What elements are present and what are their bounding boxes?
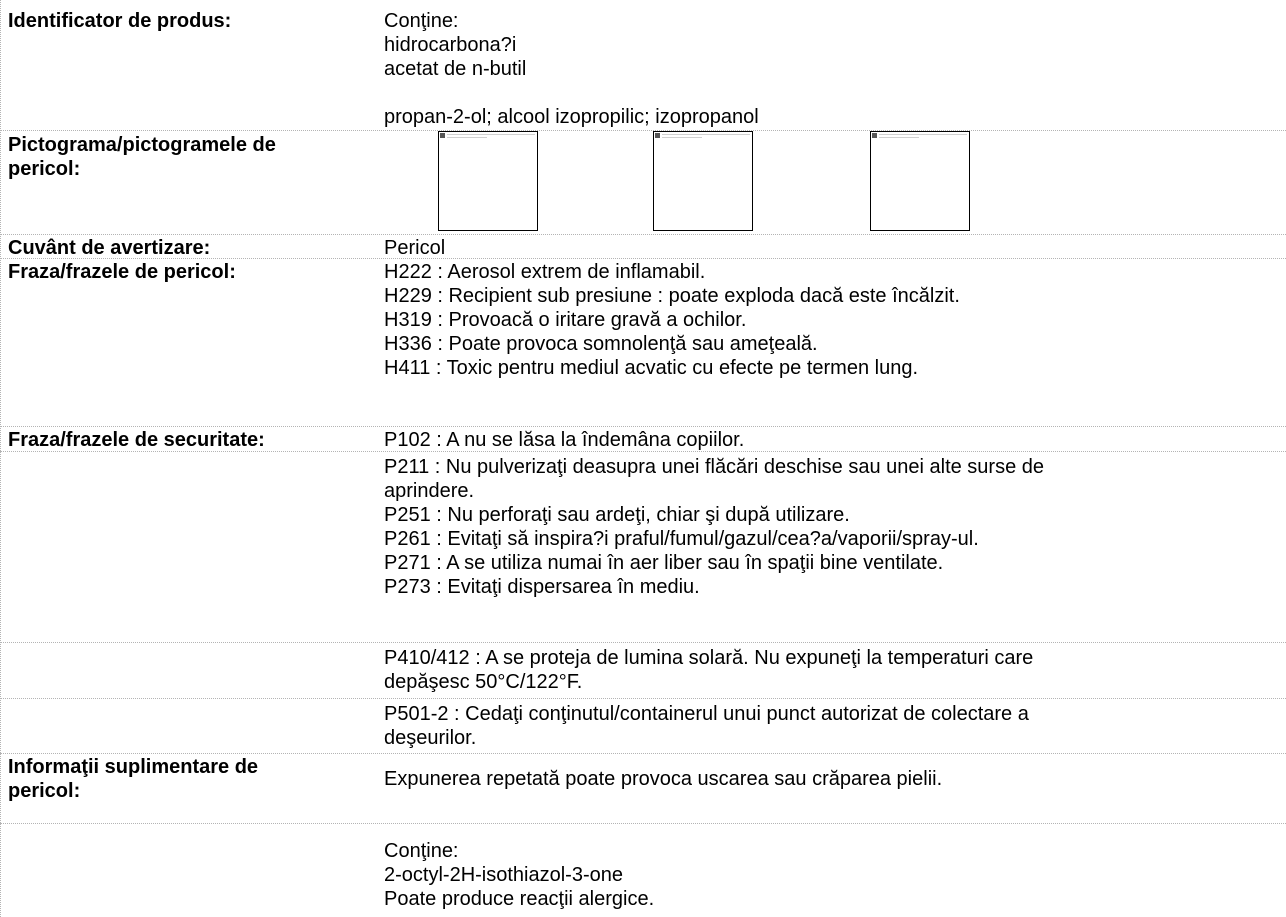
identificator-line: acetat de n-butil bbox=[384, 58, 527, 80]
row-separator bbox=[0, 753, 1286, 754]
row-separator bbox=[0, 130, 1286, 131]
hazard-pictogram-1 bbox=[438, 131, 538, 231]
precautionary-statement: deşeurilor. bbox=[384, 727, 477, 749]
fraze-pericol-label: Fraza/frazele de pericol: bbox=[8, 261, 236, 283]
fraze-securitate-label: Fraza/frazele de securitate: bbox=[8, 429, 265, 451]
row-separator bbox=[0, 642, 1286, 643]
hazard-pictogram-3 bbox=[870, 131, 970, 231]
precautionary-statement: P102 : A nu se lăsa la îndemâna copiilor. bbox=[384, 429, 745, 451]
identificator-line: propan-2-ol; alcool izopropilic; izopropanol bbox=[384, 106, 759, 128]
row-separator bbox=[0, 823, 1286, 824]
precautionary-statement: depăşesc 50°C/122°F. bbox=[384, 671, 583, 693]
left-border bbox=[0, 0, 1, 917]
precautionary-statement: P273 : Evitaţi dispersarea în mediu. bbox=[384, 576, 700, 598]
precautionary-statement: P261 : Evitaţi să inspira?i praful/fumul/gazul/cea?a/vaporii/spray-ul. bbox=[384, 528, 979, 550]
informatii-extra-line: Conţine: bbox=[384, 840, 459, 862]
row-separator bbox=[0, 426, 1286, 427]
precautionary-statement: P251 : Nu perforaţi sau ardeţi, chiar şi după utilizare. bbox=[384, 504, 850, 526]
hazard-pictogram-2 bbox=[653, 131, 753, 231]
precautionary-statement: P271 : A se utiliza numai în aer liber sau în spaţii bine ventilate. bbox=[384, 552, 944, 574]
hazard-statement: H319 : Provoacă o iritare gravă a ochilor. bbox=[384, 309, 747, 331]
row-separator bbox=[0, 234, 1286, 235]
precautionary-statement: P410/412 : A se proteja de lumina solară. Nu expuneţi la temperaturi care bbox=[384, 647, 1034, 669]
identificator-line: Conţine: bbox=[384, 10, 459, 32]
cuvant-label: Cuvânt de avertizare: bbox=[8, 237, 211, 259]
informatii-label: Informaţii suplimentare de pericol: bbox=[8, 756, 259, 802]
row-separator bbox=[0, 698, 1286, 699]
hazard-statement: H411 : Toxic pentru mediul acvatic cu efecte pe termen lung. bbox=[384, 357, 918, 379]
hazard-statement: H222 : Aerosol extrem de inflamabil. bbox=[384, 261, 706, 283]
precautionary-statement: aprindere. bbox=[384, 480, 475, 502]
identificator-label: Identificator de produs: bbox=[8, 10, 232, 32]
pictograme-label: Pictograma/pictogramele de pericol: bbox=[8, 134, 276, 180]
precautionary-statement: P211 : Nu pulverizaţi deasupra unei flăcări deschise sau unei alte surse de bbox=[384, 456, 1045, 478]
precautionary-statement: P501-2 : Cedaţi conţinutul/containerul unui punct autorizat de colectare a bbox=[384, 703, 1029, 725]
informatii-extra-line: 2-octyl-2H-isothiazol-3-one bbox=[384, 864, 623, 886]
informatii-extra-line: Poate produce reacţii alergice. bbox=[384, 888, 655, 910]
identificator-line: hidrocarbona?i bbox=[384, 34, 517, 56]
hazard-statement: H229 : Recipient sub presiune : poate exploda dacă este încălzit. bbox=[384, 285, 960, 307]
informatii-value: Expunerea repetată poate provoca uscarea sau crăparea pielii. bbox=[384, 768, 943, 790]
cuvant-value: Pericol bbox=[384, 237, 446, 259]
hazard-statement: H336 : Poate provoca somnolenţă sau ameţeală. bbox=[384, 333, 818, 355]
